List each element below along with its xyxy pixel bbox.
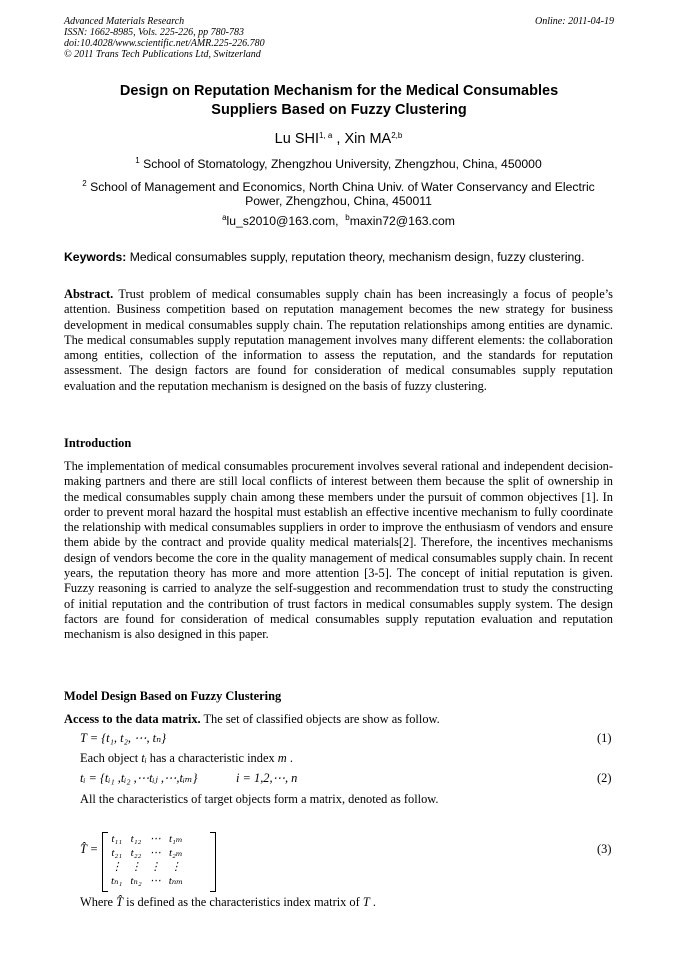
authors <box>64 131 613 147</box>
matrix-cell: ⋮ <box>111 861 123 873</box>
equation-2-number: (2) <box>597 771 612 785</box>
matrix-row <box>107 860 187 874</box>
matrix-cell: t₂ₘ <box>169 847 183 859</box>
email-b: maxin72@163.com <box>349 214 455 228</box>
matrix-cell: t₁₁ <box>111 833 123 845</box>
author-2: Xin MA <box>344 131 392 147</box>
journal-header <box>64 16 265 60</box>
matrix-cell: ⋮ <box>170 861 182 873</box>
paper-title <box>80 82 598 120</box>
copyright: © 2011 Trans Tech Publications Ltd, Switzerland <box>64 49 261 60</box>
emails: $^a$lu_s2010@163.com, $^b$maxin72@163.com <box>222 213 455 228</box>
equation-3-lhs: T̂ = <box>80 842 99 856</box>
characteristics-matrix <box>102 832 216 892</box>
introduction-text: The implementation of medical consumables procurement involves several rational and independent decision-making partners and there are still local conflicts of interest between them because the split of ownership in the medical consumables supply chain among these members under the pursuit of common objectives [1]. In order to prevent moral hazard the hospital must establish an effective incentive mechanism to fully coordinate the relationship with medical consumables suppliers in order to improve the enthusiasm of vendors and ensure them abide by the contract and provide quality medical materials[2]. Therefore, the incentives mechanisms design of vendors become the core in the quality management of medical consumables supply chain. In recent years, the reputation theory has more and more attention [3-5]. The concept of initial reputation is given. Fuzzy reasoning is carried to analyze the self-suggestion and recommendation trust to study the constructing of initial reputation and the contribution of trust factors in medical consumables supply system. The design factors are found for consideration of medical consumables supply reputation evaluation and reputation mechanism is also designed in this paper. <box>64 459 613 642</box>
author-separator: , <box>332 131 345 147</box>
equation-2: tᵢ = {tᵢ₁ ,tᵢ₂ ,⋯tᵢⱼ ,⋯,tᵢₘ} <box>80 771 198 785</box>
affiliation-2: $^2$ School of Management and Economics, North China Univ. of Water Conservancy and Electric Power, Zhengzhou, China, 450011 <box>82 179 595 208</box>
equation-1: T = {t₁, t₂, ⋯, tₙ} <box>80 731 167 745</box>
matrix-cell: t₁₂ <box>130 833 142 845</box>
matrix-cell: ⋯ <box>149 833 161 845</box>
online-date: Online: 2011-04-19 <box>535 16 614 27</box>
author-1-sup: 1, a <box>319 131 333 140</box>
equation-1-number: (1) <box>597 731 612 745</box>
matrix-cell: t₁ₘ <box>169 833 183 845</box>
abstract-text: Trust problem of medical consumables supply chain has been increasingly a focus of people’s attention. Business competition based on reputation management becomes the new strategy for business development in medical consumables supply chain. The reputation relationships among entities are dynamic. The medical consumables supply reputation management involves many different elements: the collaboration among entities, collection of the information to assess the reputation, and the standards for reputation assessment. The design factors are found for consideration of medical consumables supply reputation evaluation and the reputation mechanism is designed on the basis of fuzzy clustering. <box>64 287 613 393</box>
matrix-cell: ⋮ <box>130 861 142 873</box>
issn: ISSN: 1662-8985, Vols. 225-226, pp 780-783 <box>64 27 244 38</box>
matrix-row <box>107 874 187 888</box>
keywords-label: Keywords: <box>64 250 127 264</box>
title-line-1: Design on Reputation Mechanism for the Medical Consumables <box>119 83 559 99</box>
keywords <box>64 250 624 264</box>
equation-2-condition: i = 1,2,⋯, n <box>236 771 298 785</box>
model-heading: Model Design Based on Fuzzy Clustering <box>64 689 282 703</box>
abstract-label: Abstract. <box>64 287 114 301</box>
doi: doi:10.4028/www.scientific.net/AMR.225-226.780 <box>64 38 265 49</box>
matrix-row <box>107 832 187 846</box>
affiliation-1: $^1$ School of Stomatology, Zhengzhou University, Zhengzhou, China, 450000 <box>135 156 542 171</box>
matrix-cell: ⋮ <box>149 861 161 873</box>
matrix-definition: Where T̂ is defined as the characteristics index matrix of T . <box>80 895 376 909</box>
title-line-2: Suppliers Based on Fuzzy Clustering <box>211 102 467 118</box>
matrix-row <box>107 846 187 860</box>
journal-name: Advanced Materials Research <box>64 16 185 27</box>
data-matrix-subheading: Access to the data matrix. The set of classified objects are show as follow. <box>64 712 440 726</box>
keywords-text: Medical consumables supply, reputation theory, mechanism design, fuzzy clustering. <box>129 250 585 264</box>
matrix-cell: ⋯ <box>149 847 161 859</box>
abstract <box>64 287 613 394</box>
email-a: lu_s2010@163.com, <box>226 214 339 228</box>
introduction-heading: Introduction <box>64 436 132 450</box>
equation-3-number: (3) <box>597 842 612 856</box>
matrix-cell: t₂₁ <box>111 847 123 859</box>
matrix-cell: tₙₘ <box>168 875 183 887</box>
data-matrix-label: Access to the data matrix. <box>64 712 201 726</box>
matrix-cell: ⋯ <box>149 875 161 887</box>
object-description: Each object tᵢ has a characteristic index m . <box>80 751 293 765</box>
matrix-cell: tₙ₁ <box>111 875 123 887</box>
author-1: Lu SHI <box>274 131 320 147</box>
matrix-intro: All the characteristics of target objects form a matrix, denoted as follow. <box>80 792 439 806</box>
matrix-cell: tₙ₂ <box>130 875 142 887</box>
matrix-cell: t₂₂ <box>130 847 142 859</box>
author-2-sup: 2,b <box>391 131 403 140</box>
matrix-table <box>107 832 187 888</box>
